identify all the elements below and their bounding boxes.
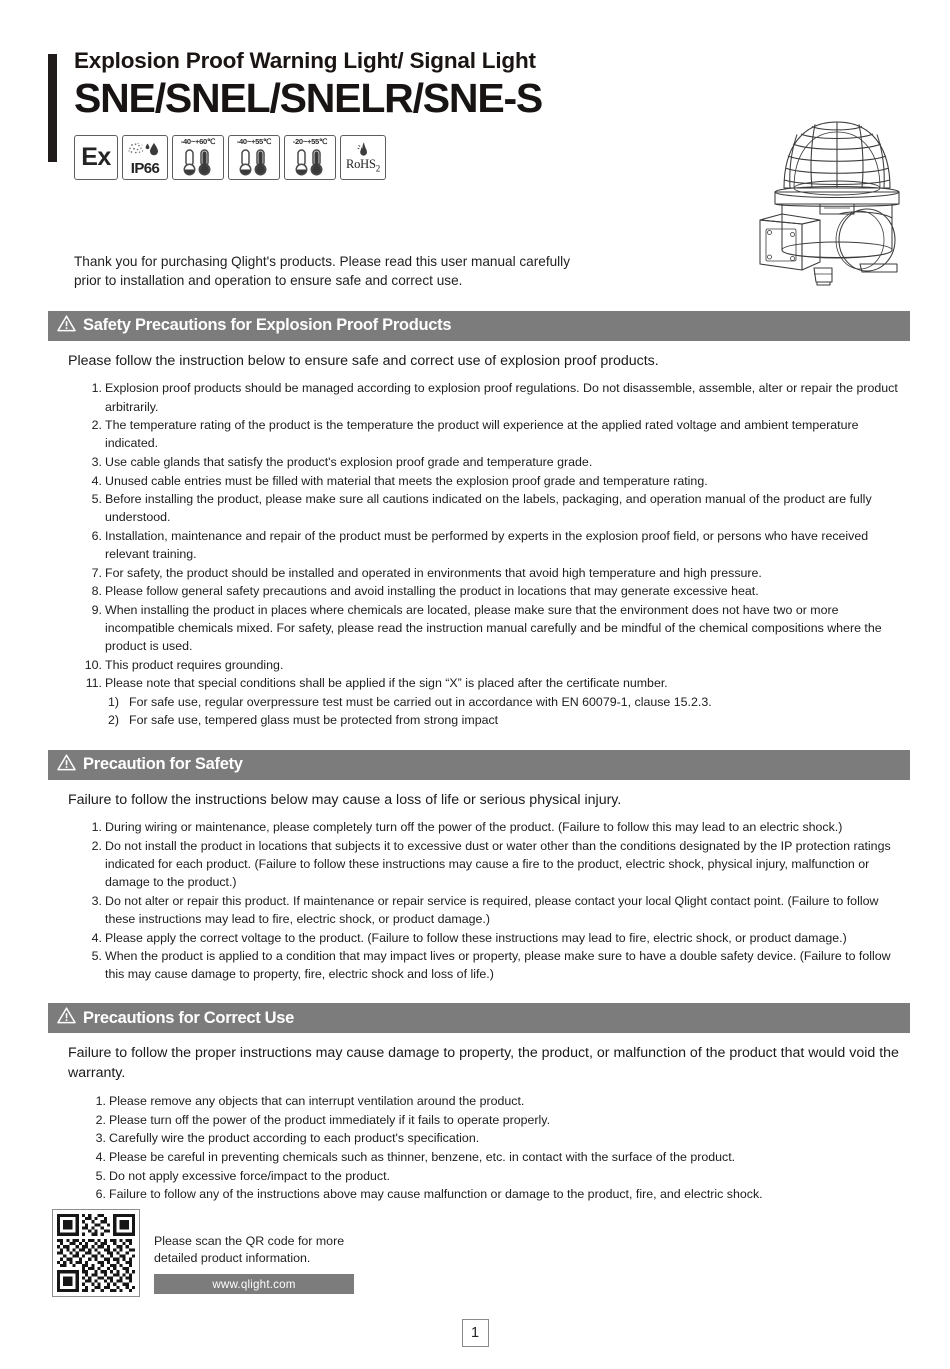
section-header-bar (48, 311, 910, 341)
temperature-badge-3-label: -20~+55℃ (292, 136, 328, 146)
ex-badge-label: Ex (81, 142, 111, 171)
list-item (84, 490, 910, 526)
intro-text: Thank you for purchasing Qlight's products. Please read this user manual carefully prior to installation and operation to ensure safe and correct use. (74, 254, 570, 289)
list-item-number: 10. (84, 657, 102, 672)
list-item-text: Please be careful in preventing chemicals such as thinner, benzene, etc. in contact with the surface of the product. (109, 1149, 736, 1164)
intro-paragraph (0, 252, 640, 291)
list-item-number: 7. (91, 565, 102, 580)
section-lead (68, 1044, 910, 1084)
section-lead-text: Please follow the instruction below to ensure safe and correct use of explosion proof products. (68, 352, 659, 369)
list-item-text: Explosion proof products should be managed according to explosion proof regulations. Do not disassemble, assemble, alter or repair the product arbitrarily. (105, 381, 898, 414)
section-precautions-for-correct-use (0, 1003, 950, 1203)
sub-list-item-text: For safe use, tempered glass must be protected from strong impact (129, 713, 499, 728)
list-item (84, 837, 910, 891)
list-item-number: 4. (91, 473, 102, 488)
thermometer-pair-icon (288, 147, 332, 182)
list-item (88, 1167, 910, 1185)
sub-list-item-text: For safe use, regular overpressure test must be carried out in accordance with EN 60079-1, clause 15.2.3. (129, 694, 712, 709)
list-item (84, 656, 910, 674)
title-accent-bar (48, 54, 57, 162)
thermometer-pair-icon (176, 147, 220, 182)
list-item (84, 674, 910, 729)
list-item-number: 2. (95, 1112, 106, 1127)
section-lead (68, 791, 910, 811)
qr-note-line-1: Please scan the QR code for more (154, 1234, 345, 1248)
list-item-number: 5. (91, 949, 102, 964)
website-url[interactable]: www.qlight.com (154, 1274, 354, 1294)
list-item-text: Please follow general safety precautions and avoid installing the product in locations that may generate excessive heat. (105, 584, 759, 599)
section-precaution-for-safety (0, 750, 950, 984)
water-droplet-icon (123, 140, 167, 158)
warning-triangle-icon (57, 315, 76, 337)
list-item (88, 1111, 910, 1129)
list-item-text: Use cable glands that satisfy the product's explosion proof grade and temperature grade. (105, 454, 593, 469)
page-number-box: 1 (462, 1319, 489, 1347)
qr-note (154, 1209, 354, 1294)
list-item-text: This product requires grounding. (105, 657, 284, 672)
list-item (84, 947, 910, 983)
instruction-list (84, 379, 910, 729)
thermometer-pair-icon (232, 147, 276, 182)
sub-list-item-number: 2) (108, 713, 120, 728)
list-item-number: 2. (91, 418, 102, 433)
list-item (84, 527, 910, 563)
section-title: Precaution for Safety (83, 755, 243, 774)
rohs-badge (340, 135, 386, 180)
instruction-list (84, 818, 910, 983)
footer-qr-block (52, 1209, 354, 1297)
list-item (88, 1185, 910, 1203)
qr-code[interactable] (52, 1209, 140, 1297)
list-item (84, 416, 910, 452)
sub-list-item (105, 693, 910, 711)
list-item-text: Please apply the correct voltage to the product. (Failure to follow these instructions may lead to fire, electric shock, or product damage.) (105, 930, 847, 945)
list-item-number: 5. (91, 492, 102, 507)
section-lead-text: Failure to follow the instructions below may cause a loss of life or serious physical injury. (68, 791, 622, 808)
section-title: Safety Precautions for Explosion Proof Products (83, 316, 452, 335)
list-item (84, 582, 910, 600)
list-item-text: Before installing the product, please make sure all cautions indicated on the labels, packaging, and operation manual of the product are fully understood. (105, 492, 872, 525)
section-title: Precautions for Correct Use (83, 1009, 295, 1028)
list-item (84, 818, 910, 836)
list-item-number: 4. (91, 930, 102, 945)
list-item-number: 3. (95, 1131, 106, 1146)
list-item-text: Please turn off the power of the product immediately if it fails to operate properly. (109, 1112, 551, 1127)
page-number (0, 1319, 950, 1347)
list-item-number: 6. (91, 528, 102, 543)
list-item-text: Failure to follow any of the instructions above may cause malfunction or damage to the product, fire, and electric shock. (109, 1187, 763, 1202)
list-item-number: 11. (85, 676, 102, 691)
section-lead (68, 352, 910, 372)
list-item-text: When installing the product in places where chemicals are located, please make sure that the environment does not have two or more incompatible chemicals mixed. For safety, please read the instruction manual carefully and be mindful of the chemical compositions where the product is used. (105, 602, 882, 653)
list-item-text: When the product is applied to a condition that may impact lives or property, please make sure to have a double safety device. (Failure to follow this may cause damage to property, fire, electric shock and loss of life.) (105, 949, 891, 982)
list-item-text: During wiring or maintenance, please completely turn off the power of the product. (Failure to follow this may lead to an electric shock.) (105, 820, 843, 835)
list-item-text: Carefully wire the product according to each product's specification. (109, 1131, 480, 1146)
list-item-text: The temperature rating of the product is the temperature the product will experience at the applied rated voltage and ambient temperature indicated. (105, 418, 859, 451)
list-item (84, 379, 910, 415)
temperature-badge-3 (284, 135, 336, 180)
list-item-text: Unused cable entries must be filled with material that meets the explosion proof grade and temperature rating. (105, 473, 708, 488)
section-header-bar (48, 1003, 910, 1033)
list-item-number: 1. (95, 1094, 106, 1109)
list-item-text: Do not install the product in locations that subjects it to excessive dust or water other than the conditions designated by the IP protection ratings indicated for each product. (Failure to follow these instructions may cause a fire to the product, electric shock, physical injury, malfunction or damage to the product.) (105, 839, 891, 890)
list-item-text: Please remove any objects that can interrupt ventilation around the product. (109, 1094, 525, 1109)
list-item (88, 1092, 910, 1110)
ex-badge (74, 135, 118, 180)
temperature-badge-1-label: -40~+60℃ (180, 136, 216, 146)
temperature-badge-2-label: -40~+55℃ (236, 136, 272, 146)
product-illustration (742, 92, 932, 287)
page-title: SNE/SNEL/SNELR/SNE-S (74, 74, 543, 121)
list-item (84, 472, 910, 490)
list-item-text: For safety, the product should be installed and operated in environments that avoid high temperature and high pressure. (105, 565, 762, 580)
temperature-badge-2 (228, 135, 280, 180)
sub-list-item (105, 711, 910, 729)
list-item-text: Do not apply excessive force/impact to the product. (109, 1168, 390, 1183)
list-item-number: 6. (95, 1187, 106, 1202)
list-item (84, 453, 910, 471)
ip-rating-badge (122, 135, 168, 180)
warning-triangle-icon (57, 754, 76, 776)
list-item (84, 564, 910, 582)
rohs-badge-label: RoHS$_2$ (345, 157, 381, 174)
list-item-number: 8. (91, 584, 102, 599)
section-lead-text: Failure to follow the proper instructions may cause damage to property, the product, or malfunction of the product that would void the warranty. (68, 1045, 899, 1082)
list-item-number: 1. (91, 820, 102, 835)
temperature-badge-1 (172, 135, 224, 180)
list-item-number: 3. (91, 893, 102, 908)
section-safety-precautions-explosion-proof (0, 311, 950, 730)
list-item-number: 4. (95, 1149, 106, 1164)
list-item-text: Please note that special conditions shall be applied if the sign “X” is placed after the certificate number. (105, 676, 668, 691)
ip-rating-label: IP66 (130, 159, 160, 177)
page-header (0, 0, 950, 230)
product-subtitle: Explosion Proof Warning Light/ Signal Light (74, 48, 536, 73)
list-item-text: Do not alter or repair this product. If maintenance or repair service is required, please contact your local Qlight contact point. (Failure to follow these instructions may lead to fire, electric shock, or product damage.) (105, 893, 879, 926)
list-item (84, 892, 910, 928)
list-item-number: 9. (91, 602, 102, 617)
list-item-text: Installation, maintenance and repair of the product must be performed by experts in the explosion proof field, or persons who have received relevant training. (105, 528, 869, 561)
list-item-number: 3. (91, 454, 102, 469)
title-block (48, 48, 734, 121)
list-item (88, 1148, 910, 1166)
section-header-bar (48, 750, 910, 780)
qr-note-line-2: detailed product information. (154, 1250, 311, 1265)
list-item-number: 1. (91, 381, 102, 396)
list-item (88, 1129, 910, 1147)
instruction-list (88, 1092, 910, 1203)
list-item (84, 929, 910, 947)
list-item (84, 601, 910, 655)
list-item-number: 2. (91, 839, 102, 854)
sub-instruction-list (105, 693, 910, 730)
list-item-number: 5. (95, 1168, 106, 1183)
sub-list-item-number: 1) (108, 694, 120, 709)
warning-triangle-icon (57, 1007, 76, 1029)
